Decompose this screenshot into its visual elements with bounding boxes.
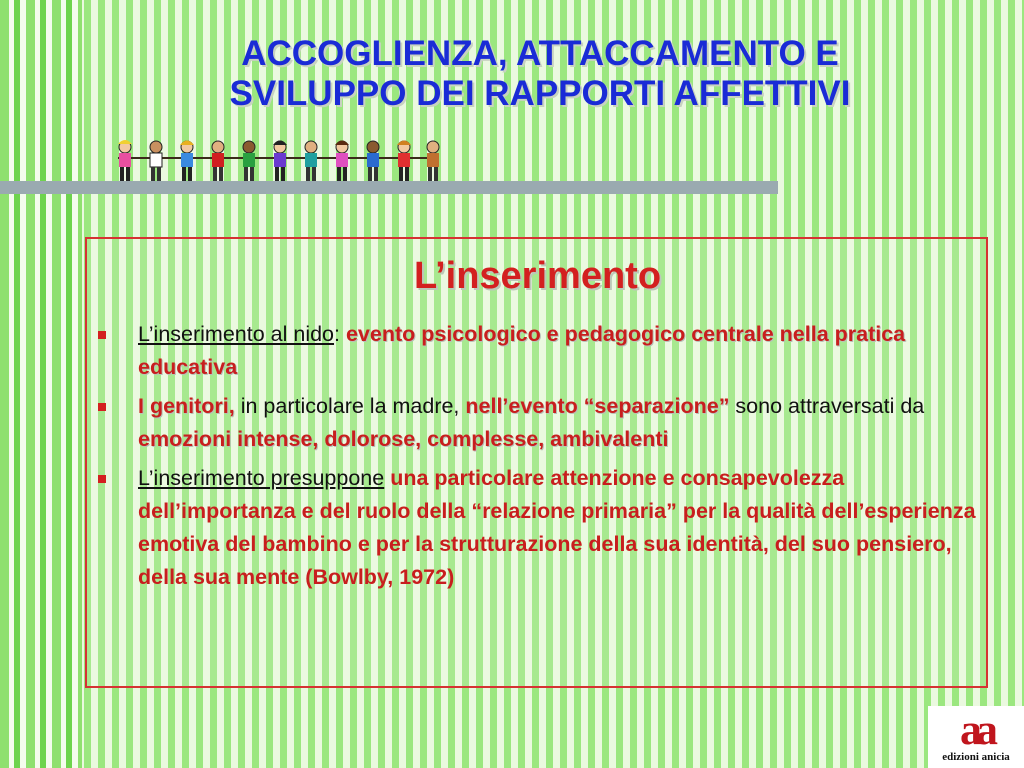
child-figure-5	[243, 141, 255, 181]
child-figure-11	[427, 141, 439, 181]
child-figure-9	[367, 141, 379, 181]
left-stripe-band	[0, 0, 82, 768]
child-figure-7	[305, 141, 317, 181]
bullet-text-part: in particolare la madre,	[234, 394, 466, 418]
bullet-text-part: L’inserimento al nido	[138, 322, 335, 346]
child-figure-4	[212, 141, 224, 181]
bullet-text-part: sono attraversati da	[729, 394, 925, 418]
bullet-text-part: nell’evento “separazione”	[465, 394, 730, 418]
child-figure-3	[180, 141, 194, 182]
publisher-logo-mark: aa	[960, 705, 992, 754]
bullet-text-part: una particolare attenzione e consapevolezza dell’importanza e del ruolo della “relazione primaria” per la qualità dell’esperienza emotiva del bambino e per la strutturazione della sua identità, del suo pensiero, della sua mente (Bowlby, 1972)	[138, 466, 976, 589]
bullet-item	[97, 462, 985, 594]
child-figure-2	[150, 141, 162, 181]
section-heading: L’inserimento	[413, 255, 662, 297]
bullet-text-part: :	[334, 322, 346, 346]
bullet-square-icon	[98, 475, 106, 483]
child-figure-1	[118, 140, 132, 181]
bullet-text-part: I genitori,	[138, 394, 235, 418]
publisher-logo	[928, 706, 1024, 768]
title-divider-bar	[0, 181, 778, 194]
bullet-item	[97, 390, 985, 456]
publisher-logo-text: edizioni anicia	[942, 751, 1010, 763]
child-figure-10	[397, 141, 411, 182]
children-holding-hands-icon	[108, 138, 448, 184]
bullet-text-part: evento psicologico e pedagogico centrale nella pratica educativa	[138, 322, 906, 379]
bullet-square-icon	[98, 403, 106, 411]
title-line-2: SVILUPPO DEI RAPPORTI AFFETTIVI	[229, 74, 851, 113]
bullet-text-part: L’inserimento presuppone	[138, 466, 385, 490]
bullet-square-icon	[98, 331, 106, 339]
title-line-1: ACCOGLIENZA, ATTACCAMENTO E	[241, 34, 839, 73]
bullet-list	[97, 318, 985, 600]
bullet-item	[97, 318, 985, 384]
child-figure-6	[273, 141, 287, 182]
slide-title	[100, 34, 980, 114]
bullet-text-part: emozioni intense, dolorose, complesse, ambivalenti	[138, 427, 669, 451]
child-figure-8	[335, 141, 349, 182]
